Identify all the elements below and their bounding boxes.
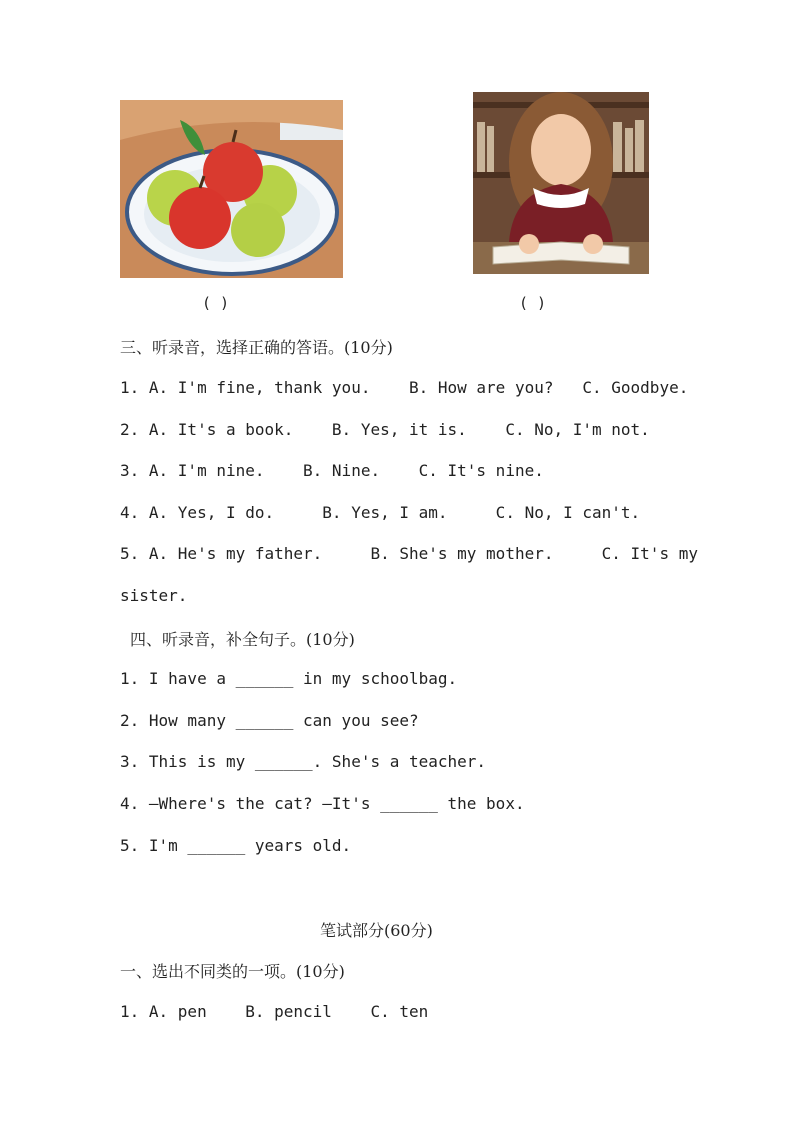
section4-item-5: 5. I'm ______ years old. xyxy=(120,836,352,855)
section3-item-4: 4. A. Yes, I do. B. Yes, I am. C. No, I can't. xyxy=(120,503,641,522)
apples-answer-bracket: ( ) xyxy=(202,294,230,312)
section3-item-5: 5. A. He's my father. B. She's my mother. C. It's my xyxy=(120,544,698,563)
girl-reading-picture xyxy=(473,92,649,274)
section4-item-3: 3. This is my ______. She's a teacher. xyxy=(120,752,487,771)
section3-item-2: 2. A. It's a book. B. Yes, it is. C. No, I'm not. xyxy=(120,420,650,439)
written-section1-heading: 一、选出不同类的一项。(10分) xyxy=(120,962,345,981)
girl-answer-bracket: ( ) xyxy=(519,294,547,312)
section4-heading: 四、听录音，补全句子。(10分) xyxy=(130,630,355,649)
section4-item-1: 1. I have a ______ in my schoolbag. xyxy=(120,669,458,688)
section4-item-2: 2. How many ______ can you see? xyxy=(120,711,419,730)
written-section1-item-1: 1. A. pen B. pencil C. ten xyxy=(120,1002,429,1021)
section3-item-1: 1. A. I'm fine, thank you. B. How are you? C. Goodbye. xyxy=(120,378,689,397)
section3-heading: 三、听录音，选择正确的答语。(10分) xyxy=(120,338,393,357)
section3-item-5-continued: sister. xyxy=(120,586,188,605)
section3-item-3: 3. A. I'm nine. B. Nine. C. It's nine. xyxy=(120,461,544,480)
written-part-title: 笔试部分(60分) xyxy=(320,921,433,940)
section4-item-4: 4. —Where's the cat? —It's ______ the box. xyxy=(120,794,525,813)
apples-picture xyxy=(120,100,343,278)
